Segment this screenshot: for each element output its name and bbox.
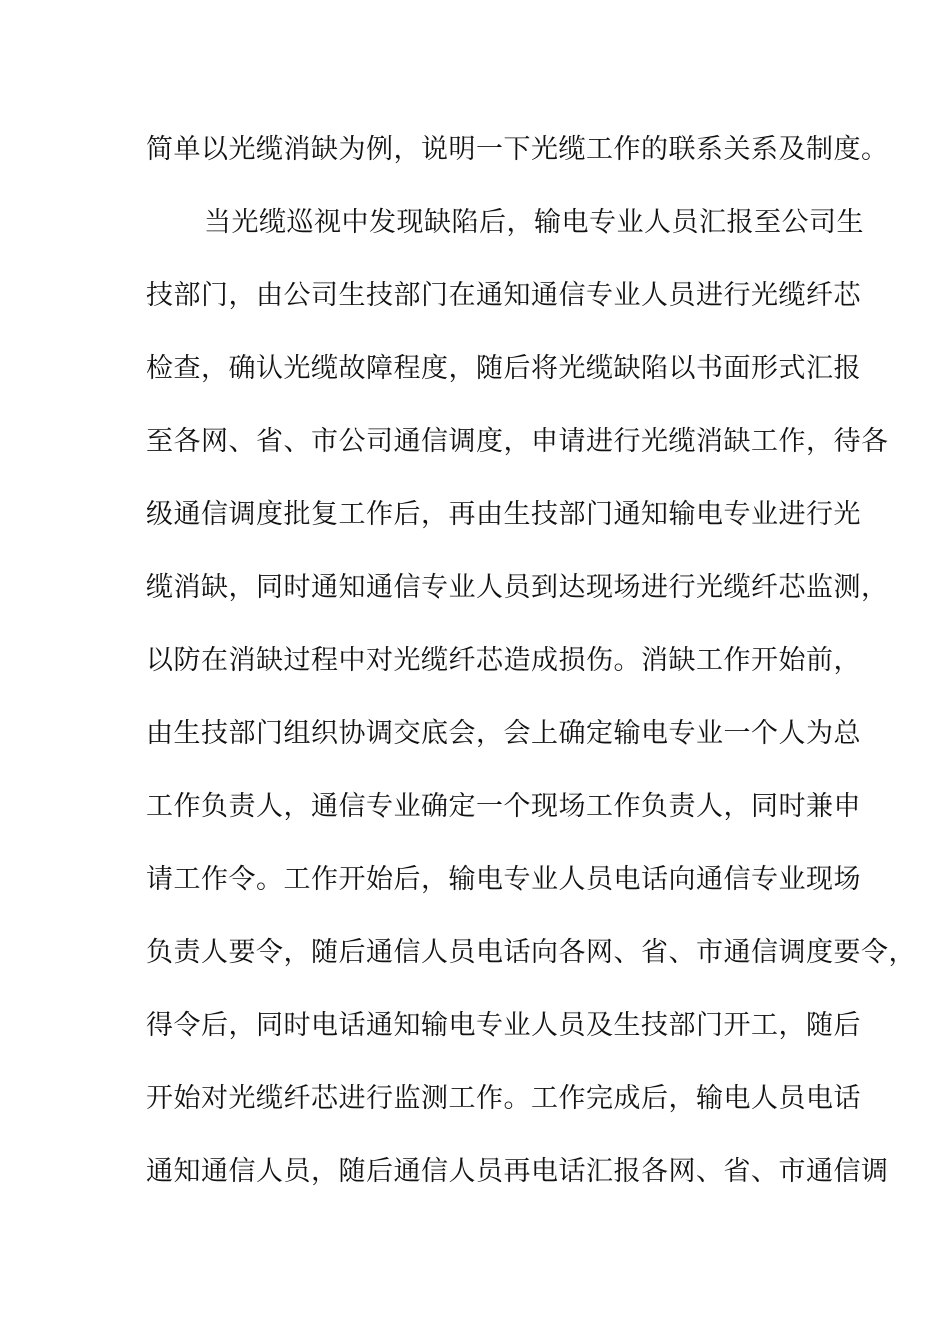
- text-line: 开始对光缆纤芯进行监测工作。工作完成后，输电人员电话: [146, 1083, 861, 1114]
- text-line: 技部门，由公司生技部门在通知通信专业人员进行光缆纤芯: [146, 280, 861, 311]
- text-line: 负责人要令，随后通信人员电话向各网、省、市通信调度要令，: [146, 937, 916, 968]
- text-line: 当光缆巡视中发现缺陷后，输电专业人员汇报至公司生: [204, 207, 864, 238]
- text-line: 得令后，同时电话通知输电专业人员及生技部门开工，随后: [146, 1010, 861, 1041]
- text-line: 由生技部门组织协调交底会，会上确定输电专业一个人为总: [146, 718, 861, 749]
- text-line: 工作负责人，通信专业确定一个现场工作负责人，同时兼申: [146, 791, 861, 822]
- text-line: 通知通信人员，随后通信人员再电话汇报各网、省、市通信调: [146, 1156, 889, 1187]
- text-line: 级通信调度批复工作后，再由生技部门通知输电专业进行光: [146, 499, 861, 530]
- text-line: 请工作令。工作开始后，输电专业人员电话向通信专业现场: [146, 864, 861, 895]
- text-line: 以防在消缺过程中对光缆纤芯造成损伤。消缺工作开始前，: [146, 645, 861, 676]
- text-line: 简单以光缆消缺为例，说明一下光缆工作的联系关系及制度。: [146, 134, 889, 165]
- text-line: 检查，确认光缆故障程度，随后将光缆缺陷以书面形式汇报: [146, 353, 861, 384]
- body-text: [146, 126, 916, 1221]
- text-line: 缆消缺，同时通知通信专业人员到达现场进行光缆纤芯监测，: [146, 572, 889, 603]
- text-line: 至各网、省、市公司通信调度，申请进行光缆消缺工作，待各: [146, 426, 889, 457]
